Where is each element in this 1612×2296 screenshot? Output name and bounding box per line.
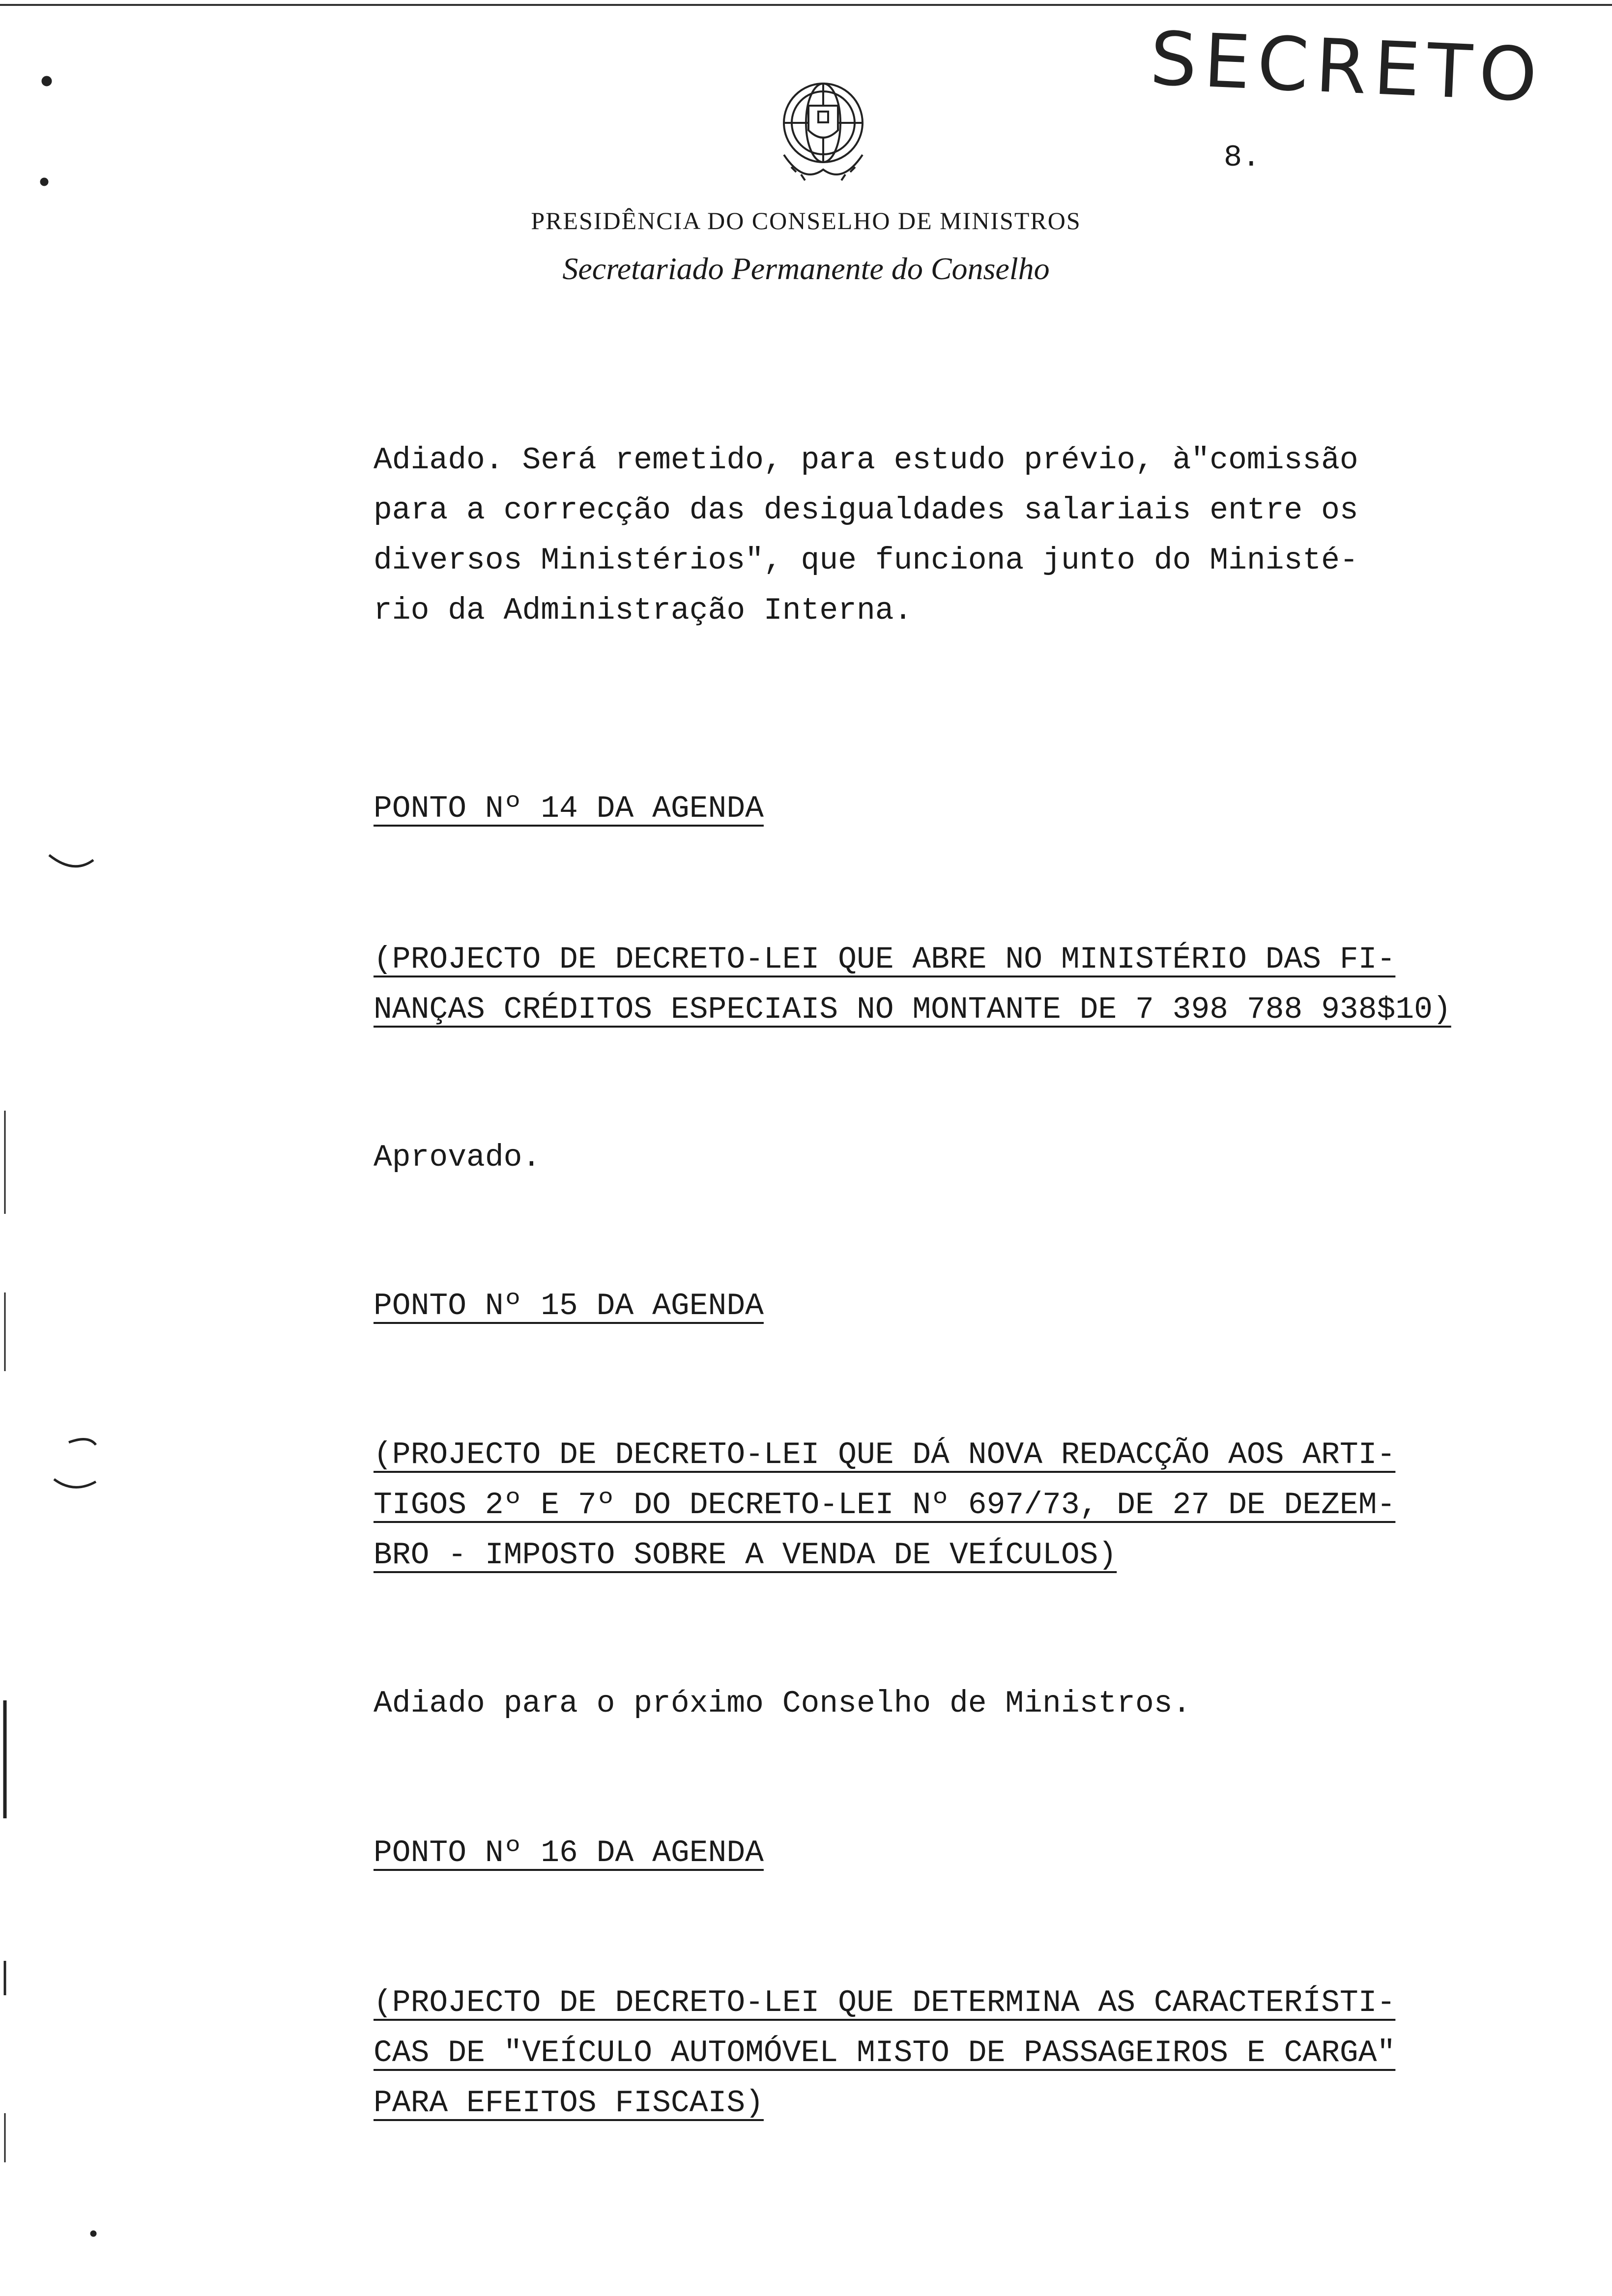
agenda-item-15-decision-block — [374, 1679, 1191, 1729]
margin-arc-mark — [69, 1439, 96, 1445]
agenda-item-14-decision-block — [374, 1133, 541, 1183]
agenda-item-heading: PONTO Nº 16 DA AGENDA — [374, 1836, 764, 1870]
agenda-item-15-title — [374, 1430, 1395, 1580]
text-line: BRO - IMPOSTO SOBRE A VENDA DE VEÍCULOS) — [374, 1538, 1117, 1573]
agenda-item-heading: PONTO Nº 14 DA AGENDA — [374, 791, 764, 826]
binding-margin-marks — [0, 0, 128, 2296]
margin-arc-mark — [49, 855, 93, 866]
decision-text: Adiado para o próximo Conselho de Ministros. — [374, 1686, 1191, 1721]
text-line: CAS DE "VEÍCULO AUTOMÓVEL MISTO DE PASSAGEIROS E CARGA" — [374, 2036, 1396, 2070]
text-line: PARA EFEITOS FISCAIS) — [374, 2086, 764, 2121]
margin-dot — [42, 76, 52, 86]
department-name: Secretariado Permanente do Conselho — [562, 251, 1050, 286]
text-line: (PROJECTO DE DECRETO-LEI QUE DETERMINA AS CARACTERÍSTI- — [374, 1985, 1396, 2020]
institution-name: PRESIDÊNCIA DO CONSELHO DE MINISTROS — [531, 207, 1081, 234]
agenda-item-heading: PONTO Nº 15 DA AGENDA — [374, 1289, 764, 1323]
text-line: rio da Administração Interna. — [374, 593, 913, 628]
text-line: (PROJECTO DE DECRETO-LEI QUE DÁ NOVA REDACÇÃO AOS ARTI- — [374, 1437, 1396, 1472]
intro-paragraph — [374, 435, 1358, 636]
top-edge-rule — [0, 4, 1612, 6]
agenda-item-14-heading-block — [374, 784, 764, 834]
agenda-item-14-title — [374, 935, 1451, 1035]
agenda-item-16-heading-block — [374, 1828, 764, 1878]
margin-dot — [90, 2231, 96, 2237]
agenda-item-16-title — [374, 1978, 1395, 2128]
text-line: para a correcção das desigualdades salariais entre os — [374, 493, 1358, 528]
text-line: NANÇAS CRÉDITOS ESPECIAIS NO MONTANTE DE 7 398 788 938$10) — [374, 992, 1451, 1027]
margin-arc-mark — [54, 1479, 96, 1487]
classification-stamp: SECRETO — [1148, 16, 1546, 119]
text-line: Adiado. Será remetido, para estudo prévio, à"comissão — [374, 443, 1358, 478]
agenda-item-15-heading-block — [374, 1281, 764, 1331]
decision-text: Aprovado. — [374, 1140, 541, 1175]
margin-dot — [40, 178, 48, 186]
text-line: (PROJECTO DE DECRETO-LEI QUE ABRE NO MINISTÉRIO DAS FI- — [374, 942, 1396, 977]
coat-of-arms-emblem — [764, 71, 882, 194]
text-line: diversos Ministérios", que funciona junto do Ministé- — [374, 543, 1358, 578]
page-number: 8. — [1224, 140, 1261, 175]
text-line: TIGOS 2º E 7º DO DECRETO-LEI Nº 697/73, DE 27 DE DEZEM- — [374, 1488, 1396, 1522]
